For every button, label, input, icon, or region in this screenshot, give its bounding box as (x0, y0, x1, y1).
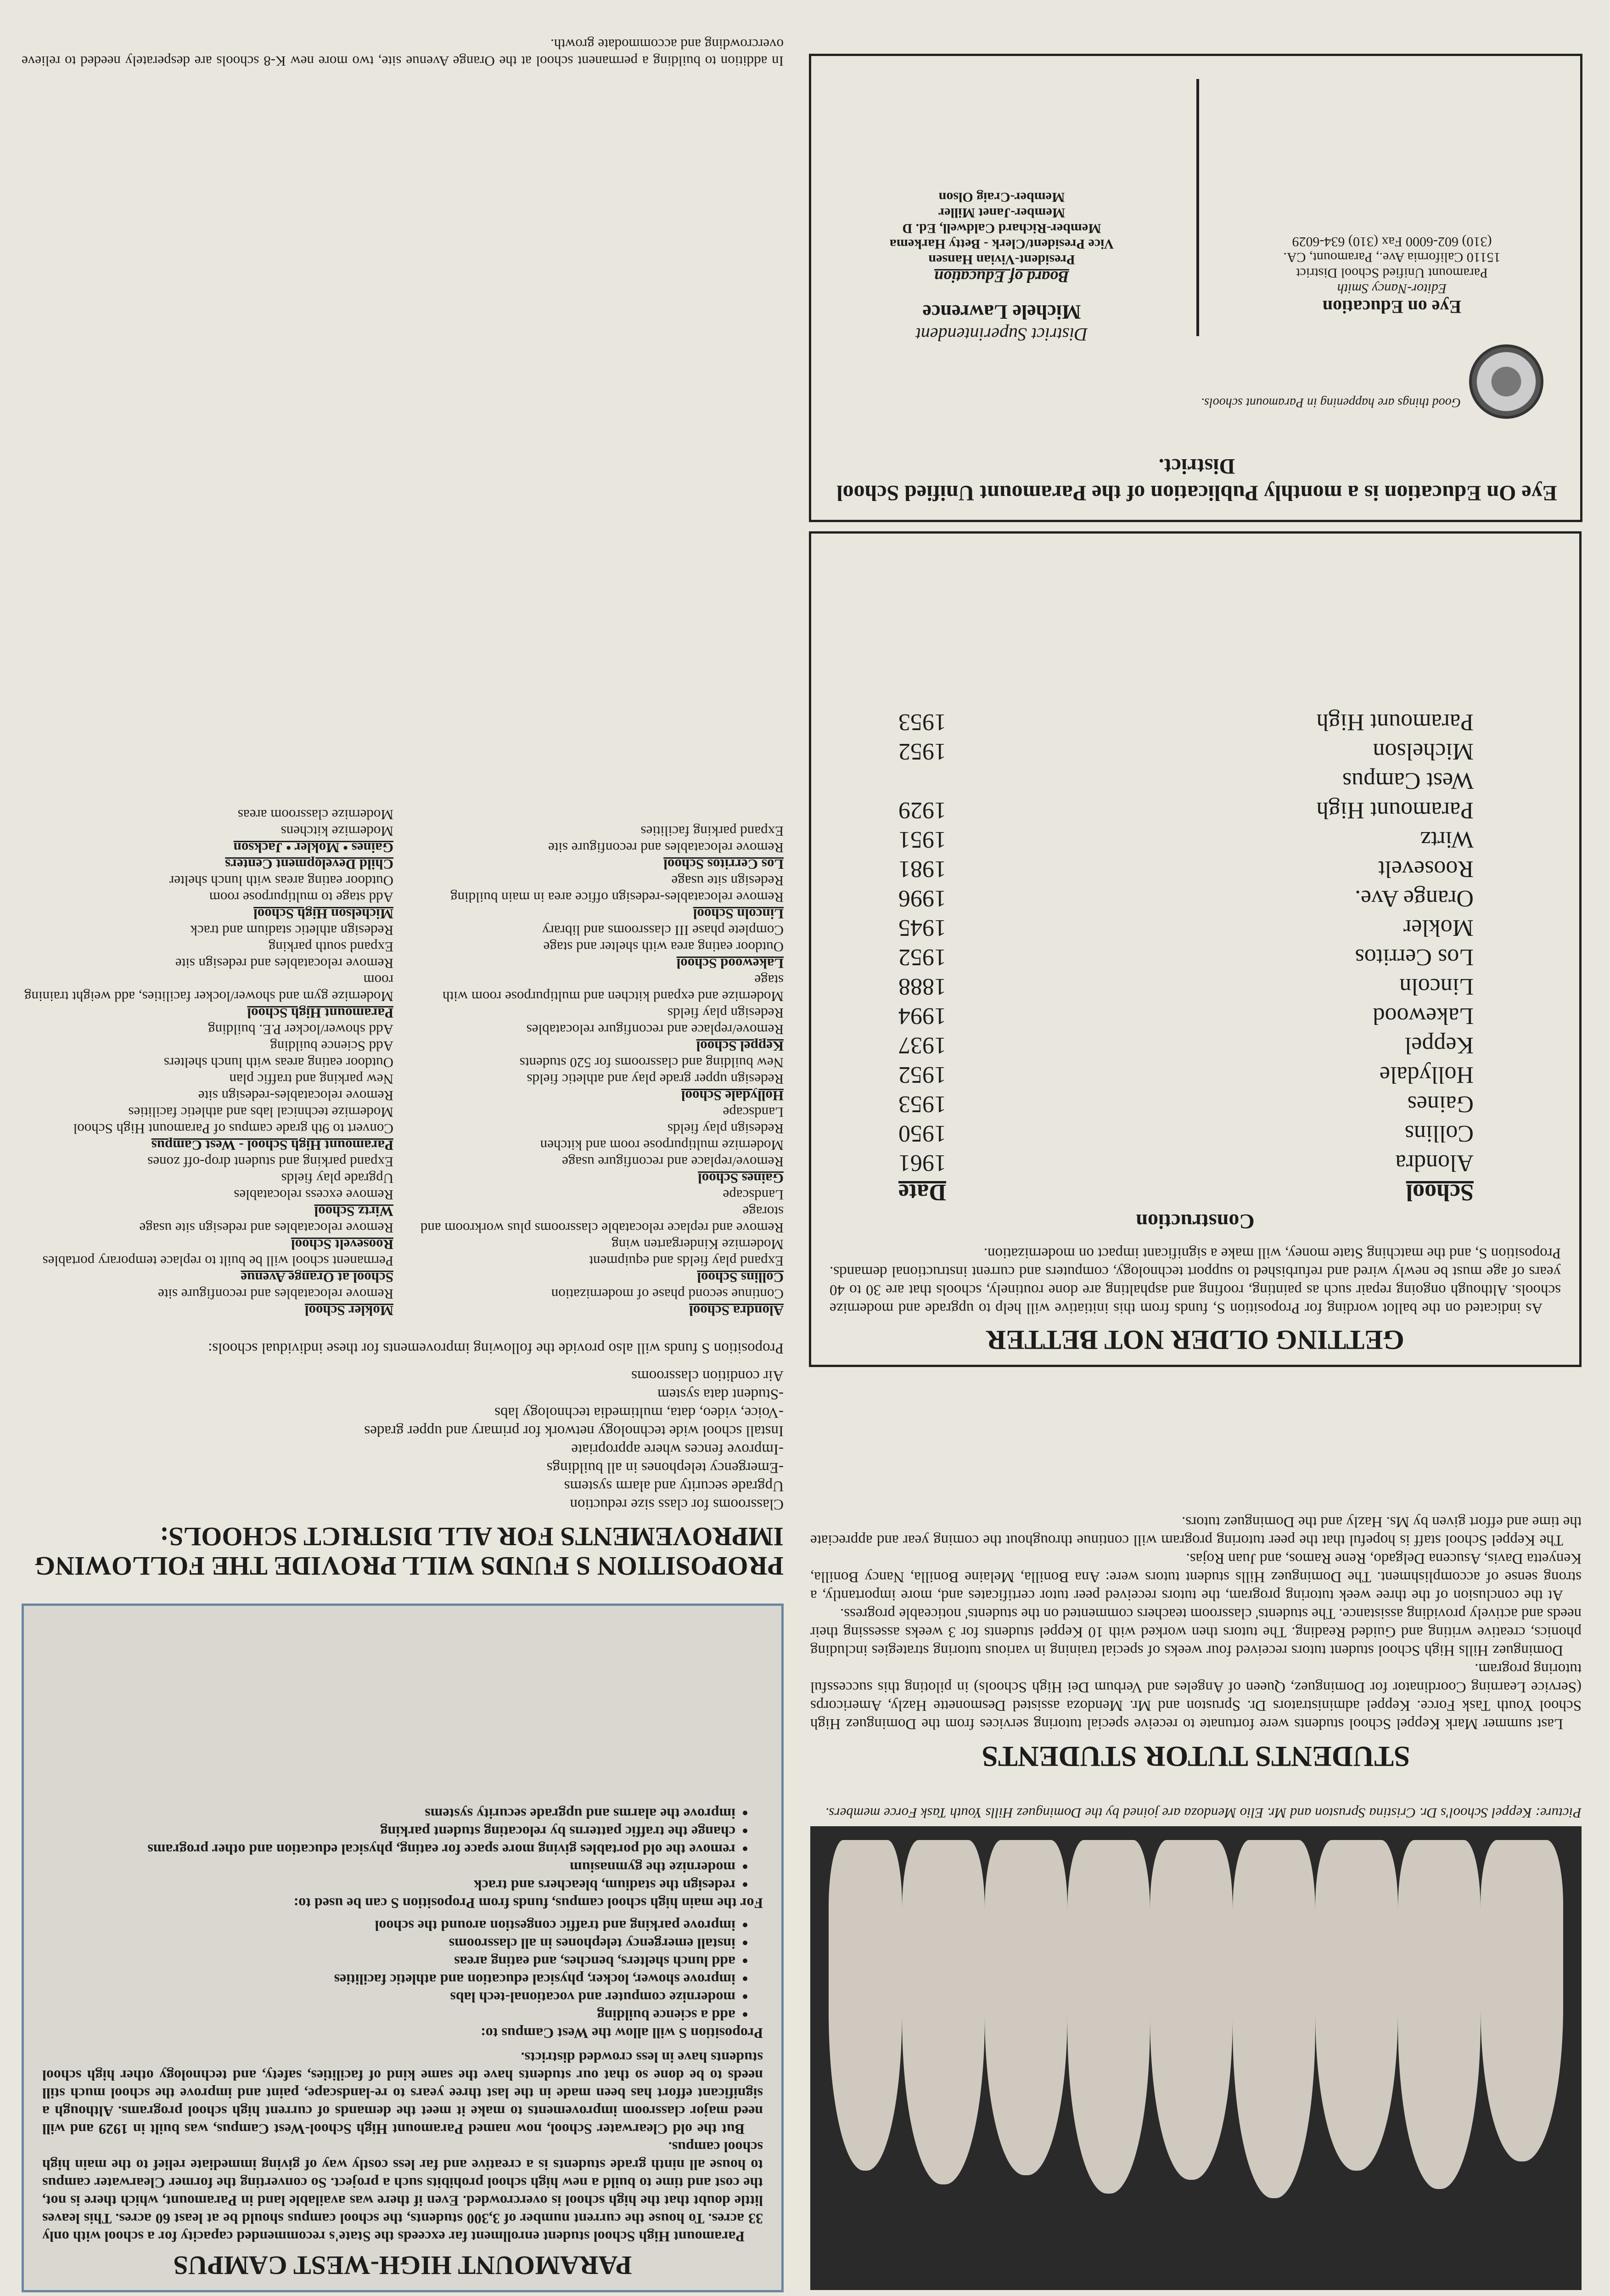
school-improvement: Redesign athletic stadium and track (190, 923, 393, 939)
school-heading: Lakewood School (676, 956, 784, 972)
school-date: 1996 (898, 885, 946, 912)
table-row (830, 766, 1561, 795)
eoe-editor: Editor-Nancy Smith (1337, 281, 1447, 296)
school-name: Paramount High (1316, 797, 1474, 823)
school-improvement: Redesign play fields (667, 1005, 784, 1021)
school-name: Los Cerritos (1355, 944, 1474, 970)
board-member: Member-Janet Miller (938, 205, 1066, 220)
main-item: • redesign the stadium, bleachers and track (42, 1876, 735, 1894)
main-intro: For the main high school campus, funds from Proposition S can be used to: (293, 1895, 763, 1912)
school-date: 1952 (898, 738, 946, 765)
school-heading: Alondra School (689, 1303, 784, 1319)
board-member: President-Vivian Hansen (928, 252, 1075, 267)
eoe-address-3: (310) 602-6000 Fax (310) 634-6029 (1292, 234, 1492, 249)
older-paragraph: As indicated on the ballot wording for Proposition S, funds from this initiative will help to upgrade and modernize schools. Although ongoing repair such as painting, roofing and asphalting are done routinely, schools that are 30 to 40 years of age must be newly wired and refurbished to support technology, computers and current instructional demands. Proposition S, and the matching State money, will make a significant impact on modernization. (830, 1245, 1561, 1317)
west-item: • add a science building (42, 2006, 735, 2024)
schools-right-col (22, 806, 393, 1319)
school-improvement: Remove excess relocatables (234, 1187, 393, 1203)
school-heading: Gaines School (698, 1171, 784, 1187)
school-heading: Child Development Centers (225, 856, 393, 872)
all-line: -Emergency telephones in all buildings (546, 1459, 784, 1476)
school-heading: Michelson High School (253, 906, 393, 922)
school-date: 1981 (898, 856, 946, 882)
tutor-paragraph: At the conclusion of the three week tutoring program, the tutors received peer tutor certificates and, more importantly, a strong sense of accomplishment. The Dominguez Hills student tutors were: Ana Bonilla, Melaine Bonilla, Nancy Bonilla, Kenyetta Davis, Asucena Delgado, Rene Ramos, and Juan Rojas. (810, 1550, 1582, 1604)
table-row (830, 972, 1561, 1001)
school-improvement: Complete phase III classrooms and library (542, 923, 784, 939)
school-name: Lakewood (1373, 1003, 1474, 1029)
tutor-photo (810, 1826, 1582, 2290)
school-date: 1929 (898, 797, 946, 823)
table-row (830, 1001, 1561, 1030)
school-improvement: Remove relocatables and redesign site usage (139, 1220, 393, 1236)
school-improvement: Remove and replace relocatable classrooms plus workroom and storage (420, 1204, 784, 1236)
school-name: Hollydale (1379, 1062, 1474, 1088)
table-row (830, 737, 1561, 766)
school-improvement: Modernize and expand kitchen and multipurpose room with stage (443, 972, 784, 1005)
school-name: Mokler (1403, 915, 1474, 941)
school-improvement: Modernize Kindergarten wing (611, 1237, 784, 1253)
school-improvement: Remove/replace and reconfigure usage (562, 1154, 784, 1170)
eoe-block (1231, 234, 1553, 318)
col-date-header: Date (898, 1179, 946, 1205)
school-improvement: Permanent school will be built to replace temporary portables (42, 1253, 393, 1269)
older-article (809, 531, 1582, 1367)
school-heading: Wirtz School (314, 1204, 393, 1220)
tutor-paragraph: Dominguez Hills High School student tutors received four weeks of special training in various tutoring strategies including phonics, creative writing and Guided Reading. The tutors then worked with 10 Keppel students for 3 weeks assessing their needs and actively providing assistance. The students' classroom teachers commented on the students' noticeable progress. (810, 1605, 1582, 1659)
school-improvement: Redesign play fields (667, 1121, 784, 1137)
school-date: 1937 (898, 1032, 946, 1058)
school-name: Michelson (1373, 738, 1474, 765)
school-improvement: Modernize multipurpose room and kitchen (540, 1137, 784, 1154)
all-intro: Proposition S funds will also provide the following improvements for these individual schools: (208, 1340, 784, 1356)
supt-title: District Superintendent (915, 324, 1088, 345)
schools-left-col (416, 823, 784, 1319)
school-improvement: Expand parking and student drop-off zones (147, 1154, 393, 1170)
school-improvement: Add stage to multipurpose room (209, 889, 393, 906)
all-line: -Voice, video, data, multimedia technology labs (494, 1404, 784, 1421)
west-title: PARAMOUNT HIGH-WEST CAMPUS (173, 2251, 632, 2280)
school-improvement: Expand south parking (268, 939, 393, 955)
west-paragraph: Paramount High School student enrollment far exceeds the State's recommended capacity for a school with only 33 acres. To house the current number of 3,300 students, the school campus should be at least 60 acres. This leaves little doubt that the high school is overcrowded. Even if there was available land in Paramount, which there is not, the cost and time to build a new high school prohibits such a project. So converting the former Clearwater campus to house all ninth grade students is a creative and far less costly way of giving immediate relief to the main high school campus. (42, 2139, 763, 2245)
school-improvement: Add Science building (270, 1038, 393, 1054)
table-row (830, 1060, 1561, 1089)
school-name: Alondra (1395, 1150, 1474, 1176)
construction-heading: Construction (1136, 1210, 1255, 1233)
all-line: -Student data system (657, 1386, 784, 1402)
school-improvement: Modernize classroom areas (237, 807, 393, 823)
school-improvement: Upgrade play fields (281, 1171, 393, 1187)
table-row (830, 942, 1561, 972)
all-line: Install school wide technology network for primary and upper grades (364, 1423, 784, 1439)
school-heading: Paramount High School - West Campus (151, 1137, 393, 1154)
school-name: Roosevelt (1378, 856, 1474, 882)
school-improvement: Modernize gym and shower/locker facilities, add weight training room (24, 972, 393, 1005)
school-improvement: Modernize technical labs and athletic facilities (128, 1104, 393, 1120)
west-list (42, 1917, 763, 2024)
tutor-article (810, 1513, 1582, 1773)
masthead-divider (1196, 79, 1199, 336)
school-improvement: Remove/replace and reconfigure relocatables (526, 1022, 784, 1038)
west-intro: Proposition S will allow the West Campus to: (481, 2025, 763, 2042)
supt-name: Michele Lawrence (922, 301, 1081, 323)
school-heading: Gaines • Mokler • Jackson (233, 840, 393, 856)
school-heading: Mokler School (304, 1303, 393, 1319)
school-improvement: Expand parking facilities (640, 823, 784, 839)
school-date: 1953 (898, 1091, 946, 1117)
school-name: West Campus (1342, 768, 1474, 794)
masthead-title: Eye On Education is a monthly Publication of the Paramount Unified School District. (836, 454, 1557, 505)
tutor-title: STUDENTS TUTOR STUDENTS (982, 1740, 1410, 1773)
table-row (830, 913, 1561, 942)
west-paragraph: But the old Clearwater School, now named Paramount High School-West Campus, was built in 1929 and will need major classroom improvements to make it meet the demands of current high school programs. Although a significant effort has been made in the last three years to re-landscape, paint and improve the school much still needs to be done so that our students have the same kind of facilities, safety, and technology other high school students have in less crowded districts. (42, 2049, 763, 2138)
tutor-paragraph: Last summer Mark Keppel School students were fortunate to receive special tutoring services from the Dominguez High School Youth Task Force. Keppel administrators Dr. Spruston and Mr. Mendoza assisted Desmonette Hazly, Americorps (Service Learning Coordinator for Dominguez, Queen of Angeles and Verbum Dei High Schools) in piloting this successful tutoring program. (810, 1660, 1582, 1732)
school-name: Keppel (1404, 1032, 1474, 1058)
table-row (830, 1030, 1561, 1060)
eoe-address-1: Paramount Unified School District (1296, 265, 1488, 281)
school-heading: Paramount High School (247, 1005, 393, 1021)
west-item: • improve parking and traffic congestion around the school (42, 1917, 735, 1935)
west-item: • modernize computer and vocational-tech labs (42, 1988, 735, 2006)
school-heading: Keppel School (696, 1038, 784, 1054)
photo-caption: Picture: Keppel School's Dr. Cristina Spruston and Mr. Elio Mendoza are joined by the Dominguez Hills Youth Task Force members. (825, 1805, 1582, 1821)
masthead-tagline: Good things are happening in Paramount schools. (1201, 395, 1461, 410)
school-date: 1952 (898, 944, 946, 970)
school-heading: Los Cerritos School (663, 856, 784, 872)
school-improvement: Continue second phase of modernization (551, 1286, 784, 1302)
main-item: • remove the old portables giving more space for eating, physical education and other programs (42, 1840, 735, 1858)
school-name: Collins (1404, 1120, 1474, 1147)
school-improvement: Modernize kitchens (280, 823, 393, 839)
older-title: GETTING OLDER NOT BETTER (986, 1325, 1404, 1355)
school-name: Wirtz (1420, 827, 1474, 853)
school-date: 1950 (898, 1120, 946, 1147)
board-title: Board of Education (934, 268, 1070, 286)
school-improvement: Remove relocatables and reconfigure site (548, 840, 784, 856)
table-row (830, 1119, 1561, 1148)
school-date: 1952 (898, 1062, 946, 1088)
construction-table (830, 707, 1561, 1207)
masthead-box (809, 54, 1582, 522)
table-row (830, 884, 1561, 913)
district-seal (1469, 344, 1543, 419)
school-date (830, 766, 1066, 795)
school-heading: Roosevelt School (291, 1237, 393, 1253)
eoe-address-2: 15110 California Ave., Paramount, CA. (1283, 250, 1501, 265)
board-member: Vice President/Clerk - Betty Harkema (889, 236, 1114, 252)
main-list (42, 1805, 763, 1894)
school-improvement: Remove relocatables-redesign office area in main building (450, 889, 784, 906)
school-improvement: Landscape (723, 1187, 784, 1203)
school-heading: School at Orange Avenue (241, 1270, 393, 1286)
board-member: Member-Richard Caldwell, Ed. D (902, 221, 1101, 236)
table-row (830, 825, 1561, 854)
all-lines (22, 1367, 784, 1514)
school-improvement: Redesign upper grade play and athletic fields (527, 1071, 784, 1087)
school-improvement: Landscape (723, 1104, 784, 1120)
all-title: PROPOSITION S FUNDS WILL PROVIDE THE FOLLOWING IMPROVEMENTS FOR ALL DISTRICT SCHOOLS: (34, 1522, 784, 1581)
table-row (830, 854, 1561, 884)
main-item: • improve the alarms and upgrade security systems (42, 1805, 735, 1823)
school-heading: Lincoln School (693, 906, 784, 922)
all-schools-article (22, 1339, 784, 1581)
table-row (830, 1089, 1561, 1119)
table-row (830, 707, 1561, 737)
school-improvement: New building and classrooms for 520 students (519, 1055, 784, 1071)
school-date: 1951 (898, 827, 946, 853)
eoe-title: Eye on Education (1322, 297, 1462, 317)
school-date: 1888 (898, 974, 946, 1000)
school-improvement: Outdoor eating areas with lunch shelters (163, 1055, 393, 1071)
main-item: • change the traffic patterns by relocating student parking (42, 1823, 735, 1840)
all-line: Air condition classrooms (631, 1367, 784, 1384)
all-line: Upgrade security and alarm systems (564, 1478, 784, 1494)
school-heading: Collins School (697, 1270, 784, 1286)
school-date: 1945 (898, 915, 946, 941)
board-block (827, 189, 1176, 345)
school-improvement: Outdoor eating areas with lunch shelter (169, 873, 393, 889)
table-row (830, 795, 1561, 825)
school-heading: Hollydale School (681, 1088, 784, 1104)
col-school-header: School (1406, 1179, 1474, 1205)
west-item: • add lunch shelters, benches, and eating areas (42, 1953, 735, 1970)
west-campus-box (22, 1604, 784, 2292)
school-improvement: Remove relocatables and reconfigure site (158, 1286, 393, 1302)
school-date: 1994 (898, 1003, 946, 1029)
school-name: Lincoln (1399, 974, 1474, 1000)
school-improvement: Remove relocatables-redesign site (198, 1088, 393, 1104)
board-member: Member-Craig Olson (938, 190, 1065, 205)
tutor-paragraph: The Keppel School staff is hopeful that the peer tutoring program will continue throughout the coming year and appreciate the time and effort given by Ms. Hazly and the Dominguez tutors. (810, 1514, 1582, 1548)
all-line: -Improve fences where appropriate (571, 1441, 784, 1458)
west-item: • improve shower, locker, physical education and athletic facilities (42, 1970, 735, 1988)
school-improvement: Remove relocatables and redesign site (175, 956, 393, 972)
closing-note (22, 36, 784, 70)
school-improvement: Expand play fields and equipment (589, 1253, 784, 1269)
west-item: • install emergency telephones in all classrooms (42, 1935, 735, 1953)
school-improvement: New parking and traffic plan (229, 1071, 393, 1087)
school-name: Paramount High (1316, 709, 1474, 735)
school-improvement: Outdoor eating area with shelter and stage (543, 939, 784, 955)
school-name: Orange Ave. (1355, 885, 1474, 912)
table-row (830, 1148, 1561, 1177)
main-item: • modernize the gymnasium (42, 1858, 735, 1876)
school-date: 1953 (898, 709, 946, 735)
all-line: Classrooms for class size reduction (570, 1496, 784, 1513)
school-improvement: Convert to 9th grade campus of Paramount High School (73, 1121, 393, 1137)
school-improvement: Add shower/locker P.E. building (208, 1022, 393, 1038)
closing-text: In addition to building a permanent school at the Orange Avenue site, two more new K-8 schools are desperately needed to relieve overcrowding and accommodate growth. (22, 36, 784, 69)
school-name: Gaines (1407, 1091, 1474, 1117)
school-date: 1961 (898, 1150, 946, 1176)
school-improvement: Redesign site usage (671, 873, 784, 889)
